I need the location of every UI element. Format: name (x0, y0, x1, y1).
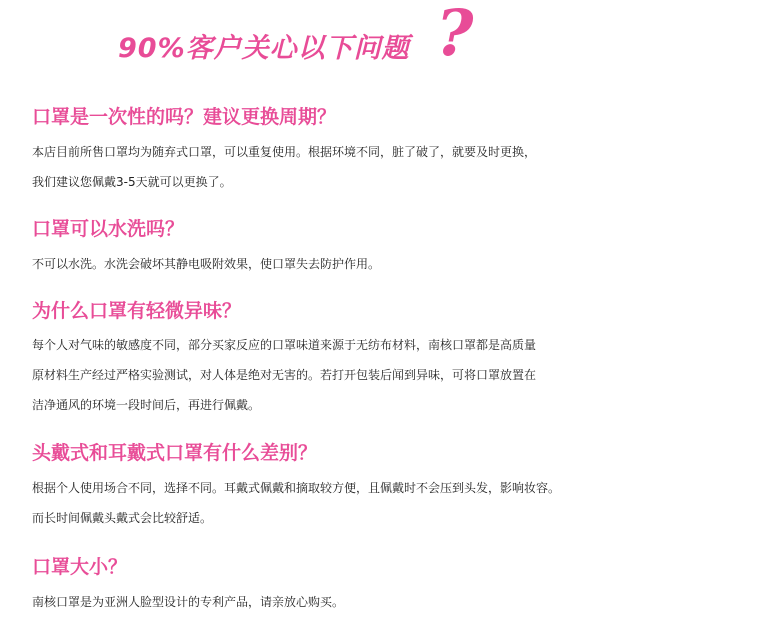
faq-question: 口罩大小？ (32, 556, 128, 578)
faq-question: 头戴式和耳戴式口罩有什么差别？ (32, 442, 318, 464)
faq-answer-line: 我们建议您佩戴3-5天就可以更换了。 (32, 175, 232, 189)
faq-question: 口罩是一次性的吗？建议更换周期？ (32, 106, 337, 128)
faq-answer-line: 本店目前所售口罩均为随弃式口罩，可以重复使用。根据环境不同，脏了破了，就要及时更换， (32, 145, 537, 159)
faq-question: 口罩可以水洗吗？ (32, 218, 185, 240)
faq-answer-line: 洁净通风的环境一段时间后，再进行佩戴。 (32, 398, 261, 412)
faq-answer-line: 根据个人使用场合不同，选择不同。耳戴式佩戴和摘取较方便，且佩戴时不会压到头发，影响妆容。 (32, 481, 561, 495)
faq-answer-line: 每个人对气味的敏感度不同，部分买家反应的口罩味道来源于无纺布材料，南核口罩都是高质量 (32, 338, 537, 352)
page-title: 90%客户关心以下问题 (118, 33, 410, 64)
faq-answer-line: 原材料生产经过严格实验测试，对人体是绝对无害的。若打开包装后闻到异味，可将口罩放置在 (32, 368, 537, 382)
question-mark-icon: ? (436, 0, 474, 71)
page-header (118, 0, 538, 74)
faq-answer-line: 不可以水洗。水洗会破坏其静电吸附效果，使口罩失去防护作用。 (32, 257, 381, 271)
faq-question: 为什么口罩有轻微异味？ (32, 300, 242, 322)
faq-answer-line: 南核口罩是为亚洲人脸型设计的专利产品，请亲放心购买。 (32, 595, 345, 609)
faq-answer-line: 而长时间佩戴头戴式会比较舒适。 (32, 511, 213, 525)
